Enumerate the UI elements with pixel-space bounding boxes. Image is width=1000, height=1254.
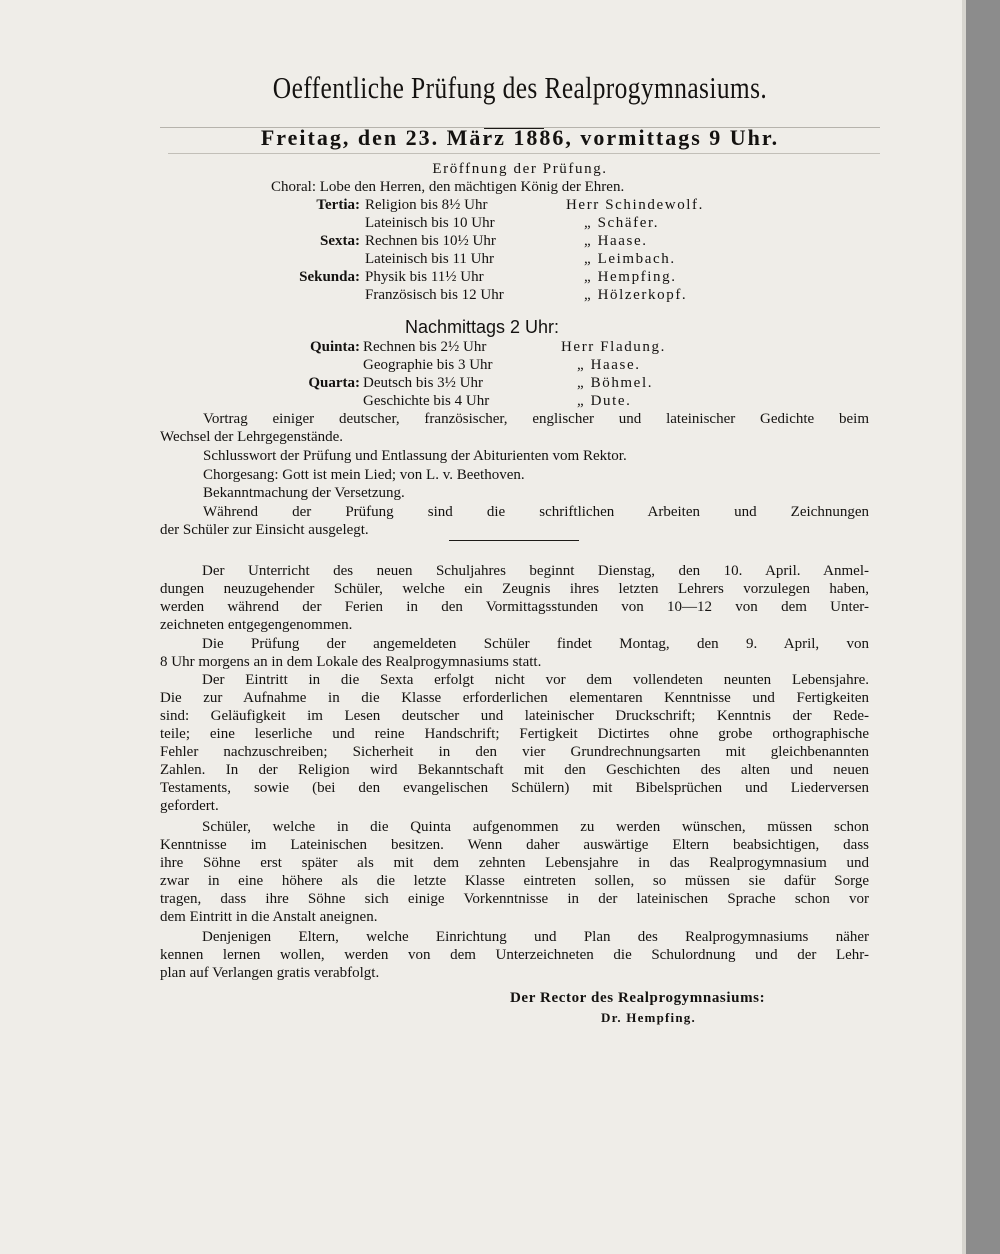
exam-date-heading: Freitag, den 23. März 1886, vormittags 9 Uhr.: [260, 125, 780, 150]
teacher: „ Haase.: [584, 233, 648, 249]
text-line: Fehler nachzuschreiben; Sicherheit in den vier Grundrechnungsarten mit gleichbenannten: [160, 744, 869, 760]
subject-time: Französisch bis 12 Uhr: [365, 287, 504, 303]
class-label: Quinta:: [309, 339, 360, 355]
text-line: tragen, dass ihre Söhne sich einige Vorkenntnisse in der lateinischen Sprache schon vor: [160, 891, 869, 907]
text-line: gefordert.: [160, 798, 219, 814]
signature-title: Der Rector des Realprogymnasiums:: [510, 990, 766, 1006]
program-line: Vortrag einiger deutscher, französischer, englischer und lateinischer Gedichte beim: [203, 411, 869, 427]
teacher: Herr Fladung.: [561, 339, 666, 355]
text-line: Der Unterricht des neuen Schuljahres beginnt Dienstag, den 10. April. Anmel-: [202, 563, 869, 579]
text-line: sind: Geläufigkeit im Lesen deutscher und lateinischer Druckschrift; Kenntnis der Rede-: [160, 708, 869, 724]
text-line: werden während der Ferien in den Vormittagsstunden von 10—12 von dem Unter-: [160, 599, 869, 615]
text-line: zwar in eine höhere als die letzte Klasse eintreten sollen, so müssen sie dafür Sorge: [160, 873, 869, 889]
program-line: Chorgesang: Gott ist mein Lied; von L. v. Beethoven.: [203, 467, 525, 483]
text-line: kennen lernen wollen, werden von dem Unterzeichneten die Schulordnung und der Lehr-: [160, 947, 869, 963]
choral-line: Choral: Lobe den Herren, den mächtigen König der Ehren.: [271, 179, 625, 195]
subject-time: Religion bis 8½ Uhr: [365, 197, 488, 213]
class-label: Sexta:: [320, 233, 360, 249]
text-line: Zahlen. In der Religion wird Bekanntschaft mit den Geschichten des alten und neuen: [160, 762, 869, 778]
text-line: Denjenigen Eltern, welche Einrichtung und Plan des Realprogymnasiums näher: [202, 929, 869, 945]
program-line: der Schüler zur Einsicht ausgelegt.: [160, 522, 369, 538]
teacher: „ Dute.: [577, 393, 632, 409]
teacher: „ Haase.: [577, 357, 641, 373]
teacher: „ Hölzerkopf.: [584, 287, 688, 303]
bleed-rule: [168, 153, 880, 154]
text-line: 8 Uhr morgens an in dem Lokale des Realprogymnasiums statt.: [160, 654, 542, 670]
page-edge-shadow: [966, 0, 1000, 1254]
text-line: teile; eine leserliche und reine Handschrift; Fertigkeit Dictirtes ohne grobe orthographische: [160, 726, 869, 742]
teacher: „ Leimbach.: [584, 251, 676, 267]
teacher: „ Schäfer.: [584, 215, 660, 231]
program-line: Schlusswort der Prüfung und Entlassung der Abiturienten vom Rektor.: [203, 448, 627, 464]
signature-name: Dr. Hempfing.: [601, 1010, 696, 1025]
class-label: Sekunda:: [299, 269, 360, 285]
text-line: dungen neuzugehender Schüler, welche ein Zeugnis ihres letzten Lehrers vorzulegen haben,: [160, 581, 869, 597]
text-line: dem Eintritt in die Anstalt aneignen.: [160, 909, 378, 925]
subject-time: Deutsch bis 3½ Uhr: [363, 375, 483, 391]
teacher: Herr Schindewolf.: [566, 197, 705, 213]
text-line: plan auf Verlangen gratis verabfolgt.: [160, 965, 380, 981]
section-divider: [449, 540, 579, 541]
subject-time: Geographie bis 3 Uhr: [363, 357, 493, 373]
text-line: Der Eintritt in die Sexta erfolgt nicht vor dem vollendeten neunten Lebensjahre.: [202, 672, 869, 688]
subject-time: Rechnen bis 2½ Uhr: [363, 339, 487, 355]
text-line: Testaments, sowie (bei den evangelischen Schülern) mit Bibelsprüchen und Liederversen: [160, 780, 869, 796]
subject-time: Physik bis 11½ Uhr: [365, 269, 484, 285]
afternoon-heading: Nachmittags 2 Uhr:: [405, 317, 560, 337]
text-line: Kenntnisse im Lateinischen besitzen. Wenn daher auswärtige Eltern beabsichtigen, dass: [160, 837, 869, 853]
class-label: Tertia:: [316, 197, 360, 213]
program-line: Bekanntmachung der Versetzung.: [203, 485, 405, 501]
teacher: „ Böhmel.: [577, 375, 654, 391]
text-line: Die Prüfung der angemeldeten Schüler findet Montag, den 9. April, von: [202, 636, 869, 652]
subject-time: Lateinisch bis 10 Uhr: [365, 215, 495, 231]
teacher: „ Hempfing.: [584, 269, 677, 285]
program-line: Wechsel der Lehrgegenstände.: [160, 429, 344, 445]
opening-line: Eröffnung der Prüfung.: [432, 161, 608, 177]
text-line: zeichneten entgegengenommen.: [160, 617, 353, 633]
subject-time: Rechnen bis 10½ Uhr: [365, 233, 496, 249]
subject-time: Geschichte bis 4 Uhr: [363, 393, 490, 409]
class-label: Quarta:: [308, 375, 360, 391]
text-line: Schüler, welche in die Quinta aufgenommen zu werden wünschen, müssen schon: [202, 819, 869, 835]
text-line: Die zur Aufnahme in die Klasse erforderlichen elementaren Kenntnisse und Fertigkeiten: [160, 690, 869, 706]
subject-time: Lateinisch bis 11 Uhr: [365, 251, 495, 267]
text-line: ihre Söhne erst später als mit dem zehnten Lebensjahre in das Realprogymnasium und: [160, 855, 869, 871]
program-line: Während der Prüfung sind die schriftlichen Arbeiten und Zeichnungen: [203, 504, 869, 520]
document-title: Oeffentliche Prüfung des Realprogymnasiums.: [272, 70, 768, 105]
